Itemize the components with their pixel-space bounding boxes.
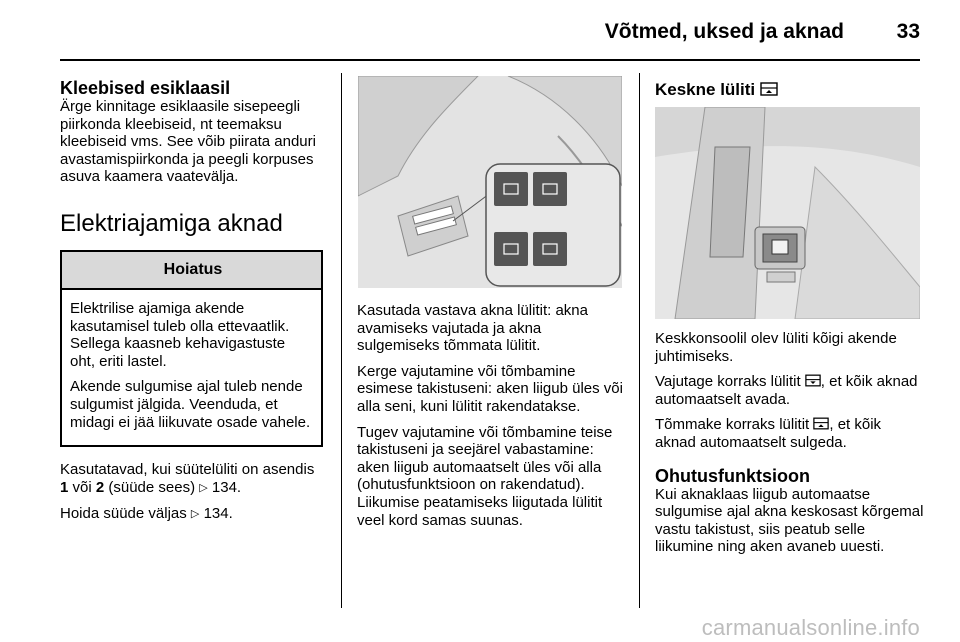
column-3 (655, 80, 925, 100)
window-open-switch-icon (805, 373, 821, 388)
ignition-pos-2: 2 (95, 478, 105, 496)
header-title: Võtmed, uksed ja aknad (604, 20, 844, 43)
auto-open-text-a: Vajutage korraks lülitit (655, 373, 805, 391)
watermark: carmanualsonline.info (701, 615, 920, 640)
window-close-switch-icon (813, 416, 829, 431)
page-ref-icon: ▷ (190, 508, 200, 521)
warning-box (60, 250, 323, 447)
switch-usage-paragraph: Kasutada vastava akna lülitit: akna avamiseks vajutada ja akna sulgemiseks tõmmata lülitit. (357, 302, 588, 355)
warning-header (62, 252, 321, 290)
auto-close-text-a: Tõmmake korraks lülitit (655, 416, 814, 434)
central-console-switch-illustration (655, 107, 920, 319)
auto-close-text-b: , et kõik aknad automaatselt sulgeda. (655, 416, 882, 451)
ignition-text-d: (süüde sees) (104, 478, 200, 496)
page-ref-icon: ▷ (199, 481, 208, 494)
page-number: 33 (896, 20, 920, 43)
warning-title: Hoiatus (163, 261, 223, 279)
header-rule (60, 59, 920, 61)
section-heading-safety-function: Ohutusfunktsioon (655, 465, 810, 486)
section-heading-stickers: Kleebised esiklaasil (60, 78, 231, 98)
central-switch-paragraph: Keskkonsoolil olev lüliti kõigi akende juhtimiseks. (655, 330, 897, 365)
auto-open-text-b: , et kõik aknad automaatselt avada. (655, 373, 918, 408)
column-3-body (655, 330, 925, 564)
section-heading-power-windows: Elektriajamiga aknad (60, 209, 283, 237)
warning-paragraph-1: Elektrilise ajamiga akende kasutamisel tuleb olla ettevaatlik. Sellega kaasneb kehavigastuste oht, eriti lastel. (70, 299, 290, 370)
page-ref-link[interactable]: 134. (211, 478, 242, 496)
ignition-paragraph (60, 461, 326, 497)
ignition-pos-1: 1 (60, 478, 69, 496)
auto-close-paragraph (655, 416, 925, 451)
page-ref-link[interactable]: 134. (203, 505, 233, 523)
column-divider-1 (341, 73, 342, 608)
ignition-off-paragraph (60, 505, 326, 524)
stickers-paragraph: Ärge kinnitage esiklaasile sisepeegli piirkonda kleebiseid, nt teemaksu kleebiseid vms. See võib piirata anduri avastamispiirkonda ja peegli korpuses asuva kaamera vaatevälja. (60, 98, 316, 186)
warning-paragraph-2: Akende sulgumise ajal tuleb nende sulgumist jälgida. Veenduda, et midagi ei jää liikuvate osade vahele. (70, 378, 311, 431)
warning-body (62, 290, 321, 445)
firm-press-paragraph: Tugev vajutamine või tõmbamine teise takistuseni ja seejärel vabastamine: aken liigub automaatselt üles või alla (ohutusfunktsioon on rakendatud). Liikumise peatamiseks liigutada lülitit veel kord samas suunas. (357, 423, 613, 529)
door-window-switches-illustration (358, 76, 622, 288)
window-switch-icon (760, 81, 778, 97)
page-header (0, 0, 960, 62)
column-divider-2 (639, 73, 640, 608)
ignition-text-a: Kasutatavad, kui süütelüliti on asendis (60, 461, 315, 479)
column-1 (60, 70, 326, 532)
section-heading-central-switch (655, 80, 925, 100)
column-2 (357, 302, 625, 537)
ignition-text-c: või (68, 478, 96, 496)
auto-open-paragraph (655, 373, 925, 408)
safety-function-paragraph: Kui aknaklaas liigub automaatse sulgumise ajal akna keskosast kõrgemal vastu takistust, siis peatub selle liikumine ning aken avaneb uuesti. (655, 485, 924, 556)
ignition-off-text: Hoida süüde väljas (60, 505, 191, 523)
light-press-paragraph: Kerge vajutamine või tõmbamine esimese takistuseni: aken liigub üles või alla seni, kuni lülitit rakendatakse. (357, 362, 623, 415)
central-switch-heading-text: Keskne lüliti (655, 80, 756, 99)
